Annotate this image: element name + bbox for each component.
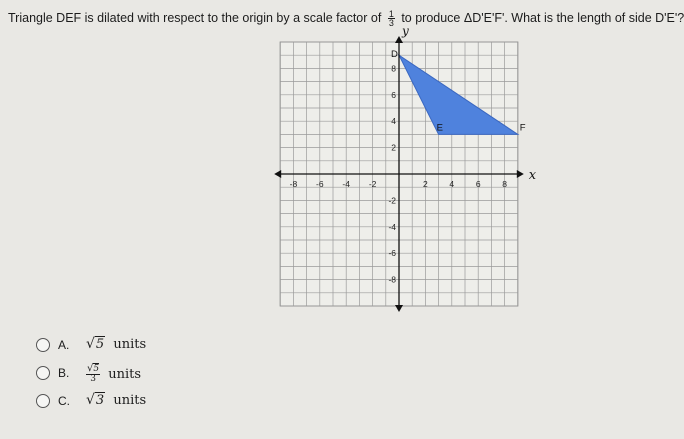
question-text-after: to produce ΔD'E'F'. What is the length of side D'E'? <box>401 11 684 25</box>
scale-factor-fraction <box>388 10 395 27</box>
vertex-label-f: F <box>519 122 526 134</box>
scale-factor-numerator: 1 <box>388 9 394 20</box>
option-b-radicand: 5 <box>93 364 100 374</box>
y-tick-label: 2 <box>391 142 396 153</box>
question-text <box>8 9 684 29</box>
option-c-radicand: 3 <box>95 393 105 408</box>
option-a-letter: A. <box>58 338 70 352</box>
option-c-answer <box>86 392 146 408</box>
y-tick-label: 8 <box>391 63 396 74</box>
question-text-before: Triangle DEF is dilated with respect to the origin by a scale factor of <box>8 11 382 25</box>
y-axis-label: y <box>402 24 409 38</box>
x-axis-label: x <box>528 168 537 183</box>
x-tick-label: -6 <box>316 179 324 189</box>
option-a-unit: units <box>113 337 147 352</box>
option-c-radio[interactable] <box>36 394 50 408</box>
scale-factor-denominator: 3 <box>388 18 394 29</box>
option-c-sqrt: √3 <box>86 392 105 408</box>
x-tick-label: -8 <box>289 179 298 189</box>
option-a-radio[interactable] <box>36 338 50 352</box>
option-b-letter: B. <box>58 366 70 380</box>
y-tick-label: -6 <box>388 248 396 259</box>
option-a-sqrt: √5 <box>86 336 105 352</box>
x-axis-arrow-right <box>517 170 524 178</box>
option-b-answer <box>86 364 141 384</box>
y-tick-label: 4 <box>391 116 396 127</box>
y-tick-label: -2 <box>388 195 396 206</box>
option-b-denominator: 3 <box>90 374 96 384</box>
y-tick-label: 6 <box>391 89 396 100</box>
option-b-radio[interactable] <box>36 366 50 380</box>
x-tick-label: 4 <box>449 179 455 189</box>
vertex-label-e: E <box>436 122 443 134</box>
x-tick-label: 2 <box>423 179 428 189</box>
option-b-unit: units <box>108 366 142 382</box>
coordinate-graph <box>268 24 537 306</box>
option-c-letter: C. <box>58 394 70 408</box>
x-tick-label: -4 <box>342 179 350 189</box>
option-b-fraction: $\frac{√5}{3}$ <box>87 363 100 384</box>
vertex-label-d: D <box>391 49 398 61</box>
option-a-radicand: 5 <box>95 337 105 352</box>
option-a-answer <box>86 336 146 352</box>
y-axis-arrow-down <box>395 305 403 312</box>
y-tick-label: -8 <box>388 274 396 285</box>
x-tick-label: -2 <box>368 179 377 189</box>
x-tick-label: 8 <box>502 179 507 189</box>
option-c-unit: units <box>113 393 147 408</box>
x-axis-arrow-left <box>274 170 281 178</box>
y-tick-label: -4 <box>388 221 396 232</box>
x-tick-label: 6 <box>475 179 481 189</box>
